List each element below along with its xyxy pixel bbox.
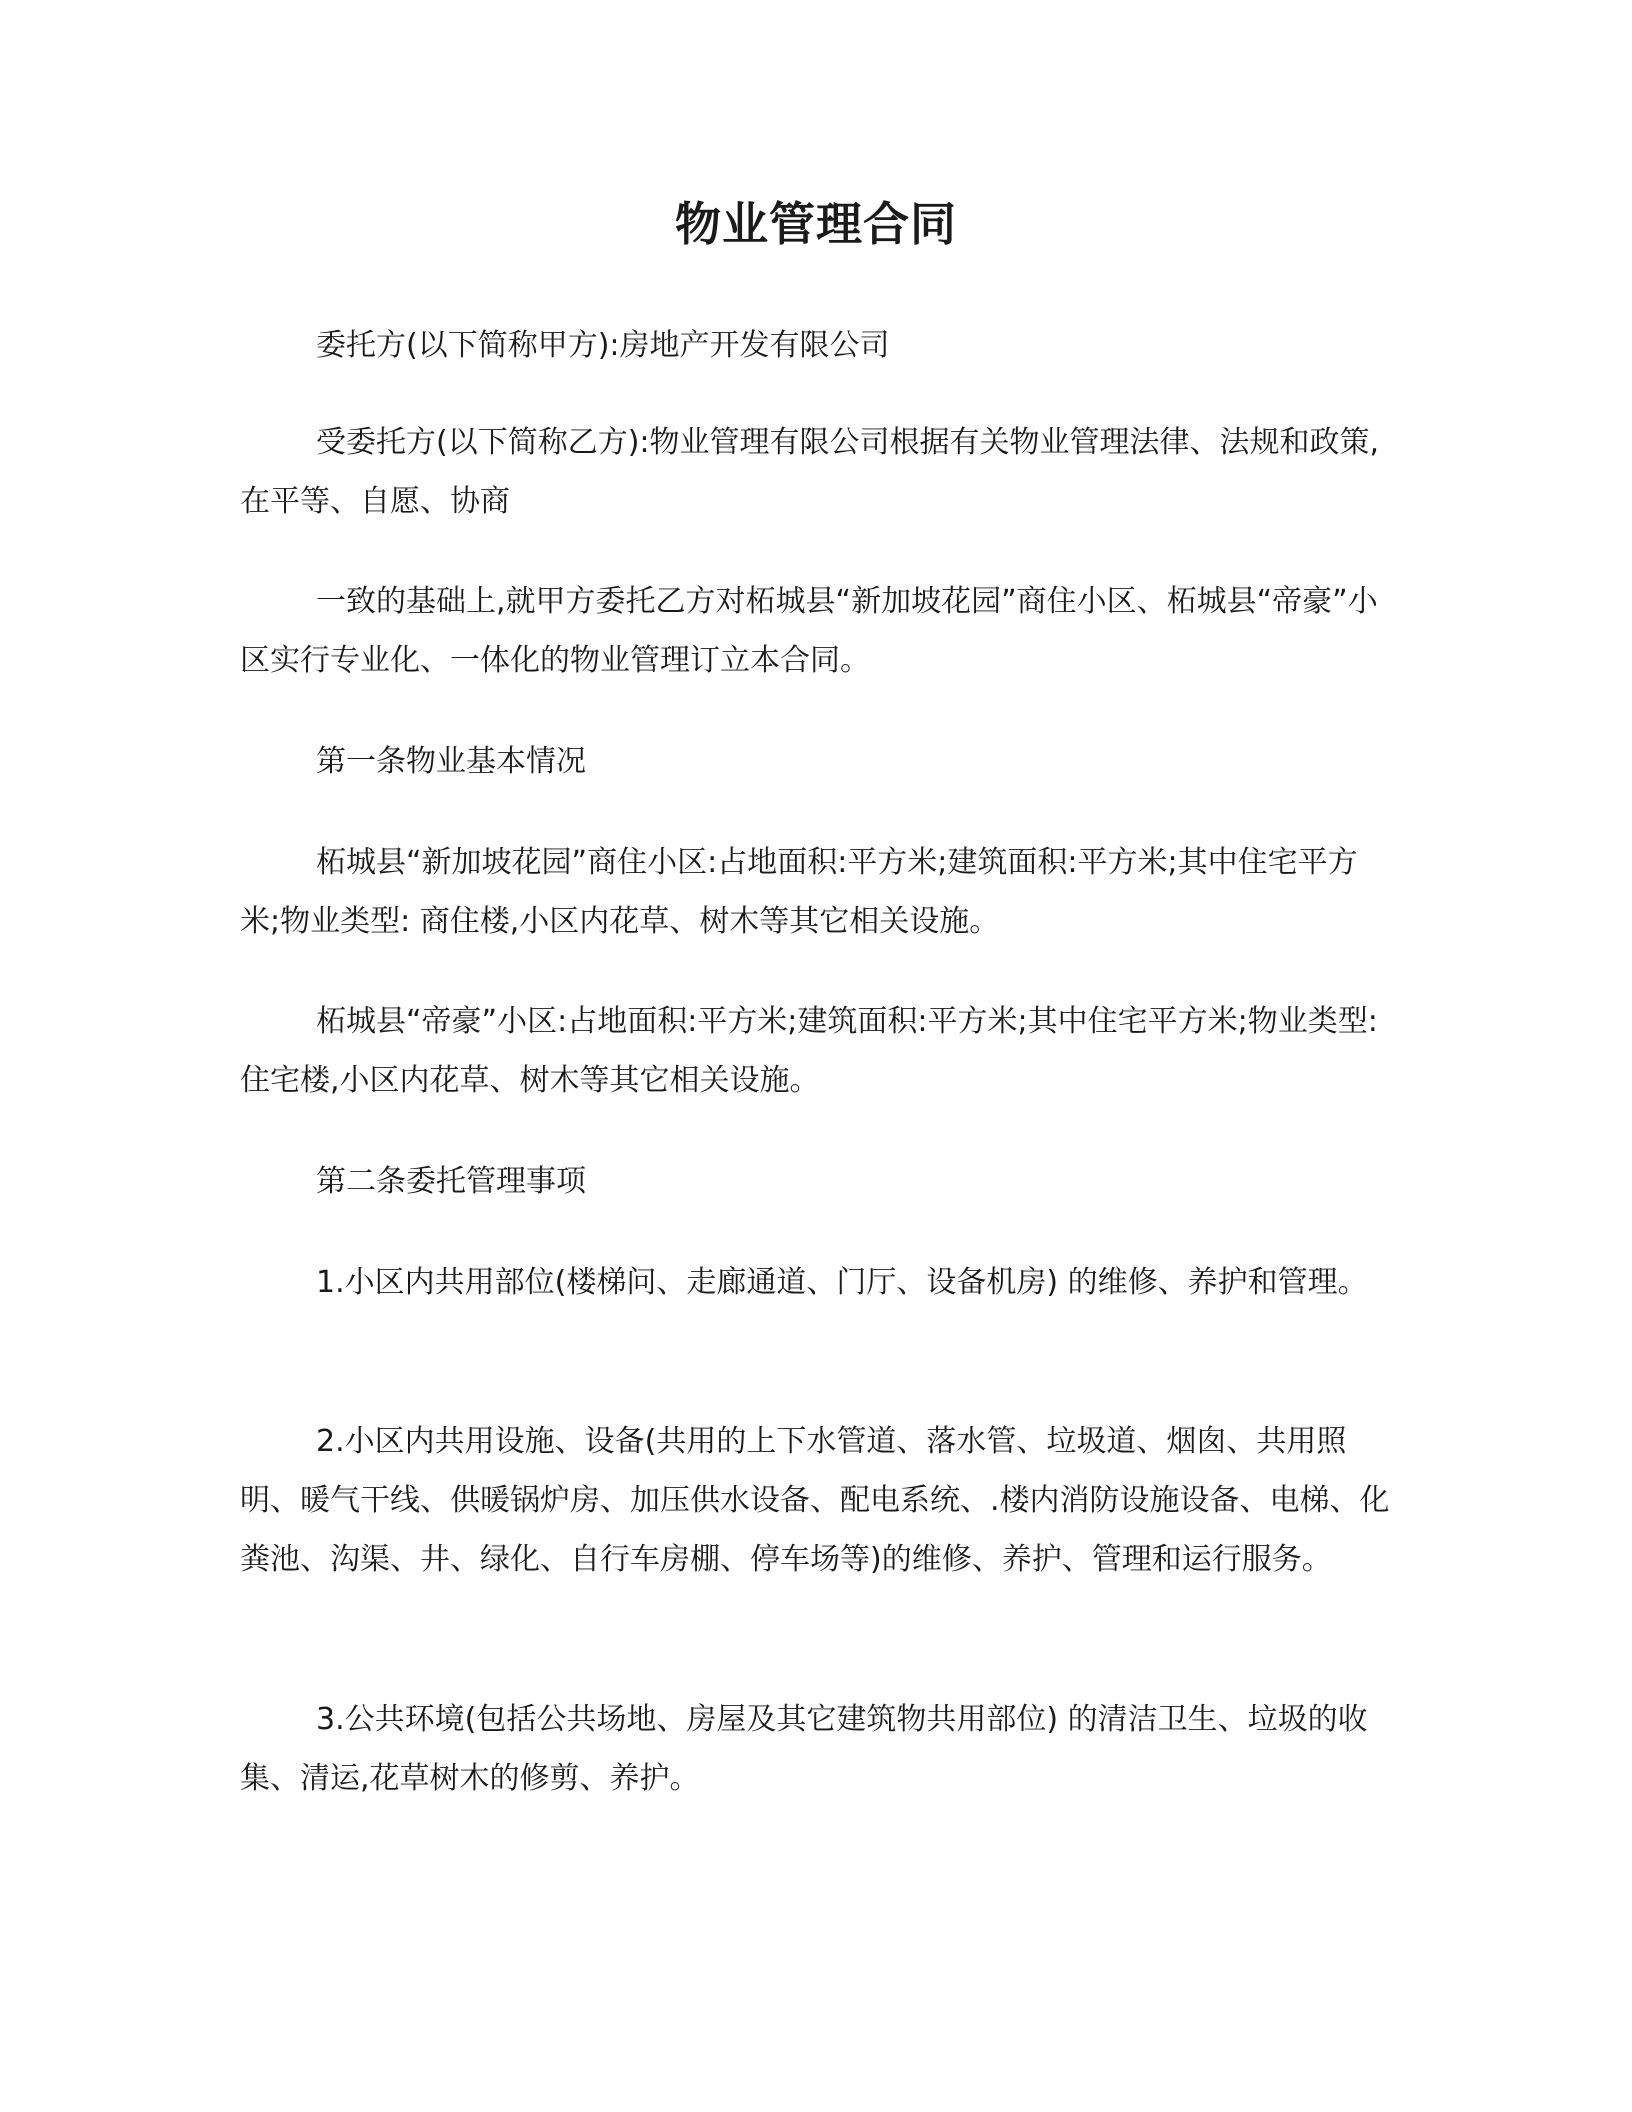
paragraph-client: 委托方(以下简称甲方):房地产开发有限公司: [316, 328, 890, 363]
paragraph-dihao: 柘城县“帝豪”小区:占地面积:平方米;建筑面积:平方米;其中住宅平方米;物业类型:住宅楼,小区内花草、树木等其它相关设施。: [240, 1004, 1378, 1098]
article-1-heading: 第一条物业基本情况: [316, 744, 586, 779]
article-2-heading: 第二条委托管理事项: [316, 1164, 586, 1199]
list-item-2: 2.小区内共用设施、设备(共用的上下水管道、落水管、垃圾道、烟囱、共用照明、暖气干线、供暖锅炉房、加压供水设备、配电系统、.楼内消防设施设备、电梯、化粪池、沟渠、井、绿化、自行车房棚、停车场等)的维修、养护、管理和运行服务。: [240, 1424, 1390, 1577]
list-item-3: 3.公共环境(包括公共场地、房屋及其它建筑物共用部位) 的清洁卫生、垃圾的收集、清运,花草树木的修剪、养护。: [240, 1702, 1368, 1796]
paragraph-contractor: 受委托方(以下简称乙方):物业管理有限公司根据有关物业管理法律、法规和政策,在平等、自愿、协商: [240, 425, 1380, 519]
paragraph-agreement-basis: 一致的基础上,就甲方委托乙方对柘城县“新加坡花园”商住小区、柘城县“帝豪”小区实行专业化、一体化的物业管理订立本合同。: [240, 584, 1378, 678]
paragraph-singapore-garden: 柘城县“新加坡花园”商住小区:占地面积:平方米;建筑面积:平方米;其中住宅平方米;物业类型: 商住楼,小区内花草、树木等其它相关设施。: [240, 845, 1358, 939]
list-item-1: 1.小区内共用部位(楼梯问、走廊通道、门厅、设备机房) 的维修、养护和管理。: [316, 1265, 1368, 1300]
document-title: 物业管理合同: [675, 197, 957, 251]
